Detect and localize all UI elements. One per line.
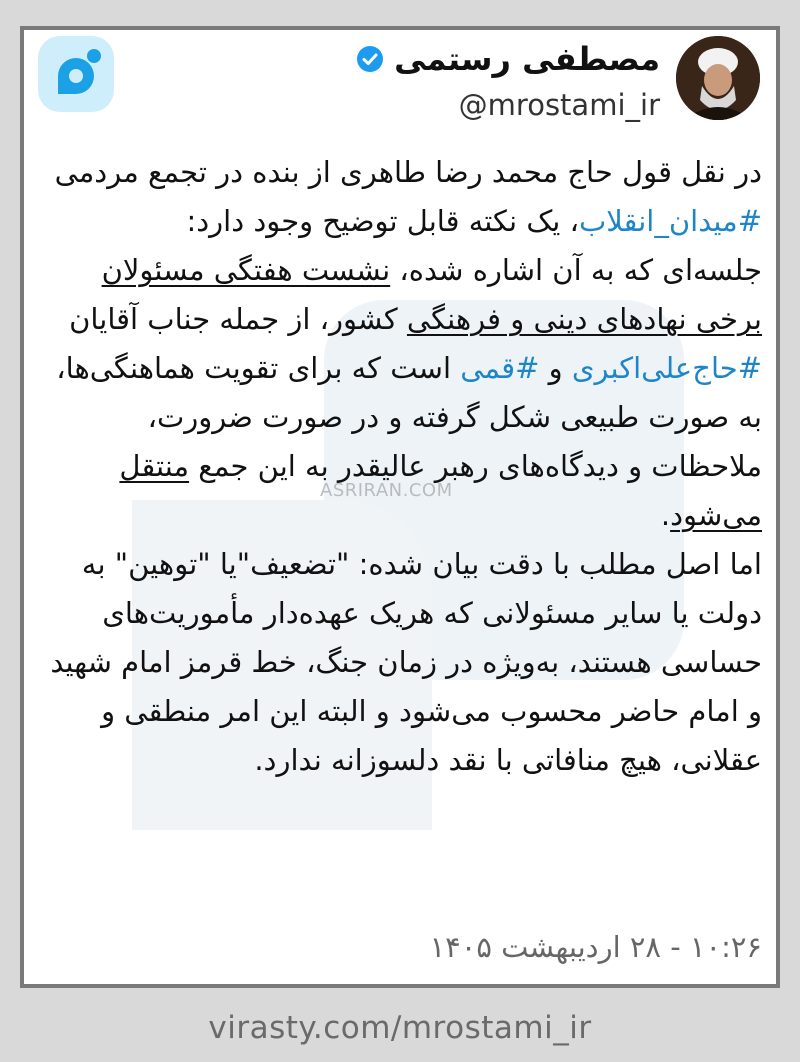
virasty-logo-icon[interactable] [38,36,114,112]
post-text-segment: کشور، از جمله جناب آقایان [69,302,407,336]
post-text-segment: و [539,351,572,385]
post-text-segment: جلسه‌ای که به آن اشاره شده، [390,253,762,287]
footer-url[interactable]: virasty.com/mrostami_ir [208,1010,592,1046]
post-body [34,148,762,785]
profile-avatar[interactable] [676,36,760,120]
post-text-segment: است که برای تقویت هماهنگی‌ها، به صورت طبیعی شکل گرفته و در صورت ضرورت، ملاحظات و دیدگاه‌های رهبر عالیقدر به این جمع [56,351,762,483]
post-text-segment: در نقل قول حاج محمد رضا طاهری از بنده در تجمع مردمی [54,155,762,189]
verified-badge-icon [356,45,384,73]
post-text-segment: اما اصل مطلب با دقت بیان شده: "تضعیف"یا "توهین" به دولت یا سایر مسئولانی که هریک عهده‌دار مأموریت‌های حساسی هستند، به‌ویژه در زمان جنگ، خط قرمز امام شهید و امام حاضر محسوب می‌شود و البته این امر منطقی و عقلانی، هیچ منافاتی با نقد دلسوزانه ندارد. [50,547,762,777]
post-timestamp: ۱۰:۲۶ - ۲۸ اردیبهشت ۱۴۰۵ [429,930,762,964]
hashtag-link[interactable]: #میدان_انقلاب [578,204,762,238]
author-name-row [356,40,660,78]
hashtag-link[interactable]: #حاج‌علی‌اکبری [571,351,762,385]
post-text-segment: . [660,498,671,532]
underlined-text: نشست هفتگی مسئولان برخی نهادهای دینی و فرهنگی [101,253,762,336]
post-text-segment: ، یک نکته قابل توضیح وجود دارد: [186,204,579,238]
author-handle[interactable]: @mrostami_ir [458,88,660,122]
hashtag-link[interactable]: #قمی [460,351,540,385]
underlined-text: منتقل می‌شود [119,449,762,532]
watermark-text: ASRIRAN.COM [320,480,453,501]
author-display-name[interactable]: مصطفی رستمی [394,40,660,78]
